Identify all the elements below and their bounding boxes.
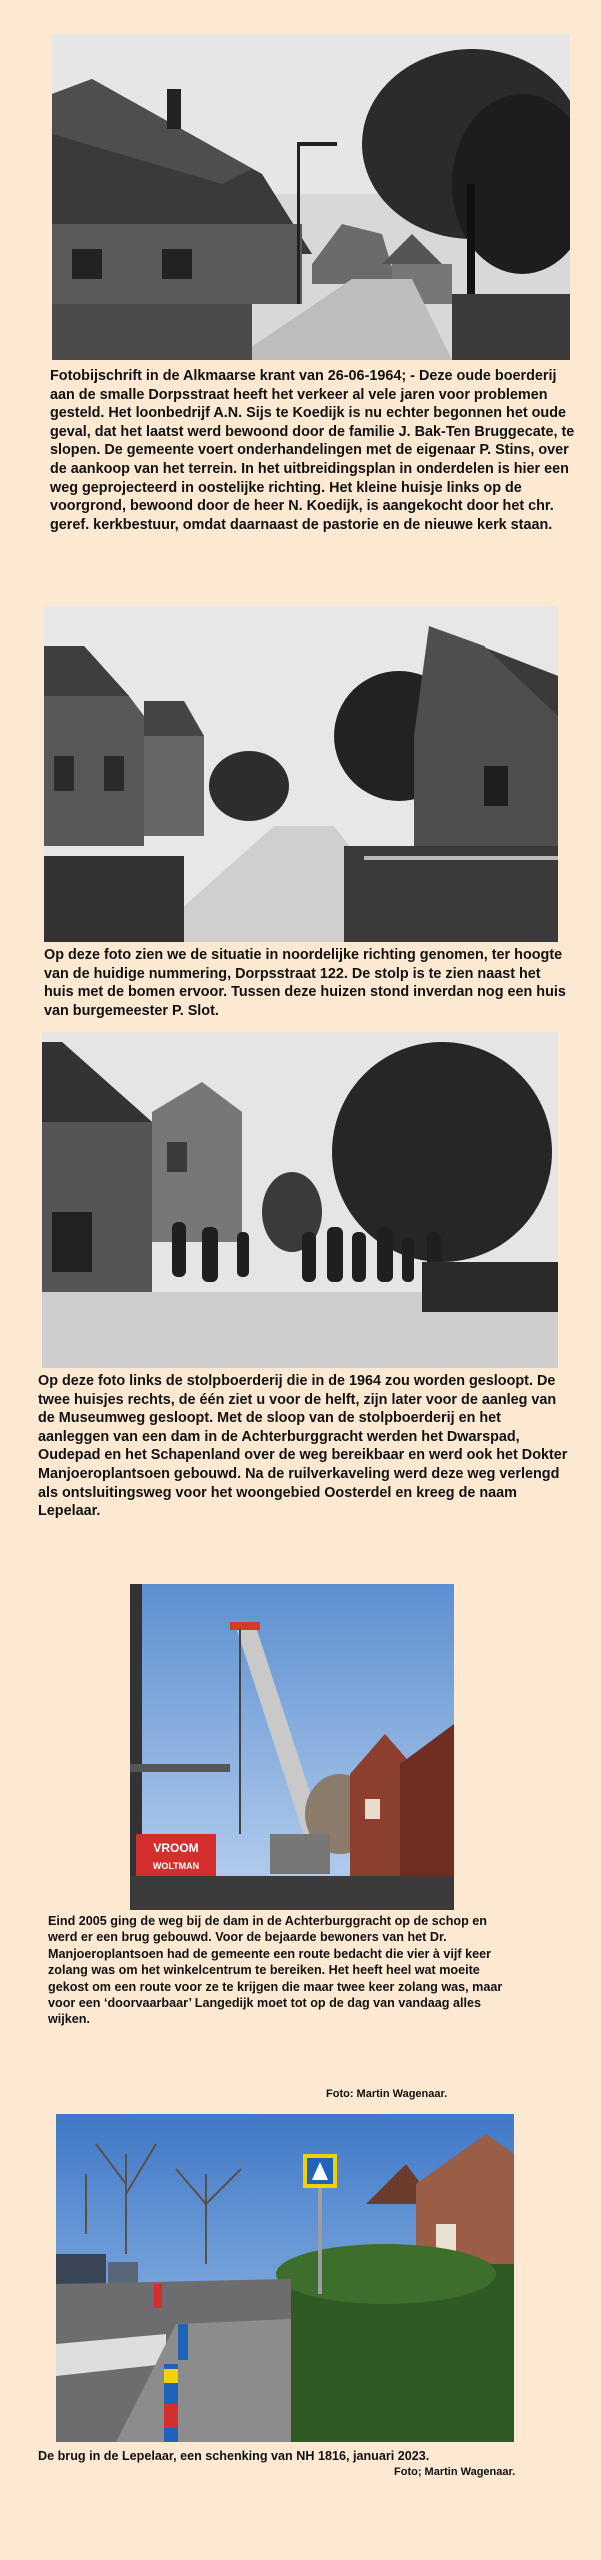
photo-farmhouse-graphic xyxy=(52,34,570,360)
credit-2005 xyxy=(326,2088,447,2100)
photo-dorpsstraat-north xyxy=(44,606,558,942)
photo-group-stolpboerderij xyxy=(42,1032,558,1368)
caption-text: Eind 2005 ging de weg bij de dam in de Achterburggracht op de schop en werd er een brug gebouwd. Voor de bejaarde bewoners van het Dr. Manjoeroplantsoen had de gemeente een route bedacht die vier à vijf keer zolang was om het winkelcentrum te bereiken. Het heeft heel wat moeite gekost om een route voor ze te krijgen die maar twee keer zolang was, maar voor een ‘doorvaarbaar’ Langedijk moet tot op de dag van vandaag alles wijken. xyxy=(48,1914,503,2027)
credit-2023 xyxy=(394,2466,515,2478)
photo-lepelaar-graphic xyxy=(56,2114,514,2442)
caption-bridge-2005 xyxy=(48,1913,508,2028)
caption-stolpboerderij xyxy=(38,1372,568,1521)
caption-dorpsstraat-north xyxy=(44,946,574,1020)
caption-1964-article xyxy=(50,367,580,534)
photo-farmhouse-1964 xyxy=(52,34,570,360)
credit-text: Foto: Martin Wagenaar. xyxy=(326,2088,448,2100)
caption-text: De brug in de Lepelaar, een schenking van NH 1816, januari 2023. xyxy=(38,2449,430,2463)
photo-bridge-lepelaar-2023 xyxy=(56,2114,514,2442)
credit-text: Foto; Martin Wagenaar. xyxy=(394,2466,516,2478)
photo-bridge-construction-2005 xyxy=(130,1584,454,1910)
caption-bridge-2023 xyxy=(38,2448,558,2464)
vroom-sign-text: VROOM xyxy=(153,1841,199,1855)
woltman-sign-text: WOLTMAN xyxy=(152,1861,200,1871)
caption-text: Op deze foto links de stolpboerderij die in de 1964 zou worden gesloopt. De twee huisjes rechts, de één ziet u voor de helft, zijn later voor de aanleg van de Museumweg gesloopt. Met de sloop van de stolpboerderij en het aanleggen van een dam in de Achterburggracht werden het Dwarspad, Oudepad en het Schapenland over de weg bereikbaar en werd ook het Dokter Manjoeroplantsoen gebouwd. Na de ruilverkaveling werd deze weg verlengd als ontsluitingsweg voor het woongebied Oosterdel en kreeg de naam Lepelaar. xyxy=(38,1373,568,1520)
caption-text: Fotobijschrift in de Alkmaarse krant van 26-06-1964; - Deze oude boerderij aan de smalle Dorpsstraat heeft het verkeer al vele jaren voor problemen gesteld. Het loonbedrijf A.N. Sijs te Koedijk is nu echter begonnen het oude geval, dat het laatst werd bewoond door de familie J. Bak-Ten Bruggecate, te slopen. De gemeente voert onderhandelingen met de eigenaar P. Stins, over de aankoop van het terrein. In het uitbreidingsplan in onderdelen is hier een weg geprojecteerd in oostelijke richting. Het kleine huisje links op de voorgrond, bewoond door de heer N. Koedijk, is aangekocht door het chr. geref. kerkbestuur, omdat daarnaast de pastorie en de nieuwe kerk staan. xyxy=(50,368,575,533)
photo-group-graphic xyxy=(42,1032,558,1368)
photo-dorpsstraat-graphic xyxy=(44,606,558,942)
caption-text: Op deze foto zien we de situatie in noordelijke richting genomen, ter hoogte van de huidige nummering, Dorpsstraat 122. De stolp is te zien naast het huis met de bomen ervoor. Tussen deze huizen stond inverdan nog een huis van burgemeester P. Slot. xyxy=(44,947,566,1019)
photo-construction-graphic xyxy=(130,1584,454,1910)
